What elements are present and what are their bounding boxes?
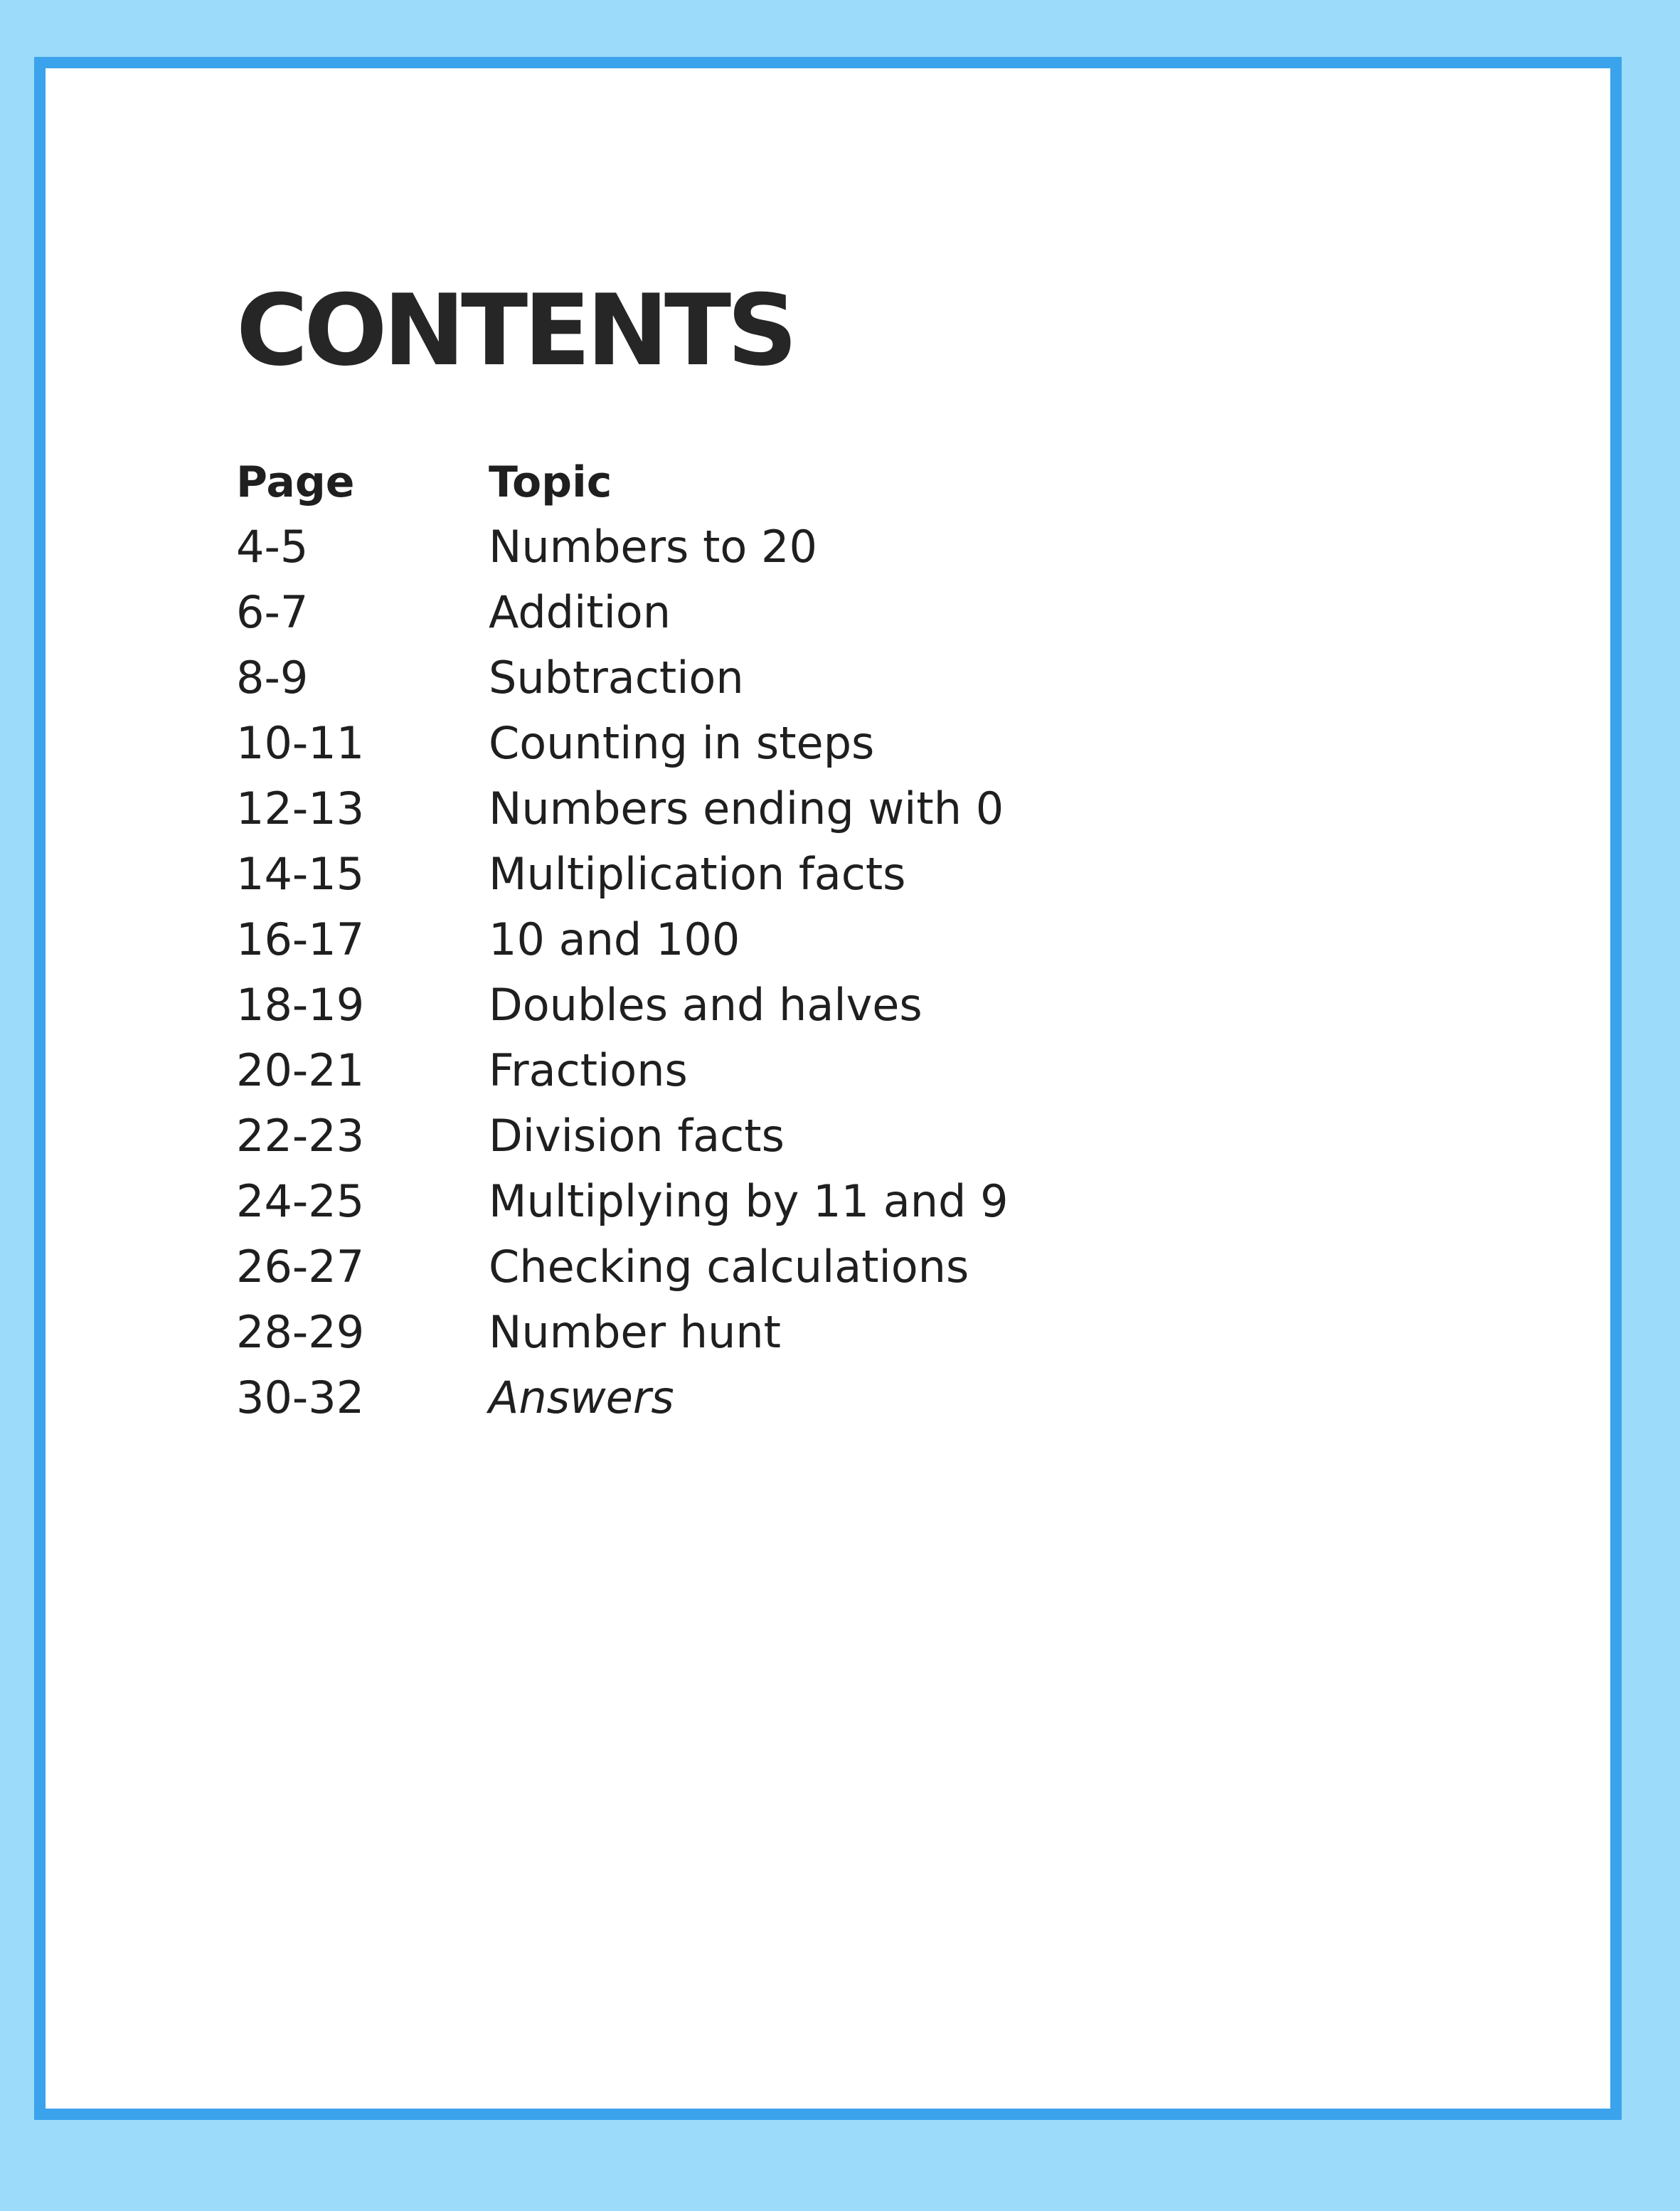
page-column-header: Page [236, 457, 355, 507]
contents-row [236, 569, 1009, 638]
topic-label: Numbers ending with 0 [489, 783, 1004, 834]
topic-label: Division facts [489, 1110, 785, 1162]
page-range: 16-17 [236, 913, 365, 965]
page-range: 22-23 [236, 1110, 365, 1162]
page-range: 6-7 [236, 586, 309, 638]
page-range: 4-5 [236, 521, 309, 573]
contents-row [236, 700, 1009, 769]
contents-row [236, 831, 1009, 900]
page-range: 8-9 [236, 652, 309, 704]
topic-column-header: Topic [489, 457, 612, 507]
page-range: 18-19 [236, 979, 365, 1031]
contents-row [236, 1158, 1009, 1227]
page-range: 10-11 [236, 717, 365, 769]
topic-label: Doubles and halves [489, 979, 923, 1031]
contents-row [236, 1289, 1009, 1358]
contents-rows [236, 504, 1009, 1423]
contents-row [236, 962, 1009, 1031]
contents-table [236, 438, 1009, 1423]
page-frame [34, 57, 1622, 2120]
page-range: 24-25 [236, 1175, 365, 1227]
page-range: 20-21 [236, 1044, 365, 1096]
topic-label: Number hunt [489, 1306, 781, 1358]
topic-label: Counting in steps [489, 717, 875, 769]
contents-row [236, 1093, 1009, 1162]
contents-row [236, 635, 1009, 704]
topic-label: Fractions [489, 1044, 688, 1096]
page-range: 12-13 [236, 783, 365, 834]
contents-row [236, 1224, 1009, 1293]
page-range: 28-29 [236, 1306, 365, 1358]
contents-row [236, 1027, 1009, 1096]
contents-row [236, 1354, 1009, 1423]
topic-label: Answers [489, 1372, 674, 1423]
topic-label: Numbers to 20 [489, 521, 817, 573]
contents-row [236, 896, 1009, 965]
topic-label: Multiplication facts [489, 848, 906, 900]
topic-label: Checking calculations [489, 1241, 969, 1293]
page-range: 30-32 [236, 1372, 365, 1423]
contents-header-row [236, 438, 1009, 507]
page-range: 26-27 [236, 1241, 365, 1293]
page-range: 14-15 [236, 848, 365, 900]
topic-label: Multiplying by 11 and 9 [489, 1175, 1009, 1227]
contents-row [236, 765, 1009, 834]
topic-label: 10 and 100 [489, 913, 740, 965]
contents-row [236, 504, 1009, 573]
page-title: CONTENTS [236, 273, 794, 388]
topic-label: Subtraction [489, 652, 744, 704]
topic-label: Addition [489, 586, 671, 638]
